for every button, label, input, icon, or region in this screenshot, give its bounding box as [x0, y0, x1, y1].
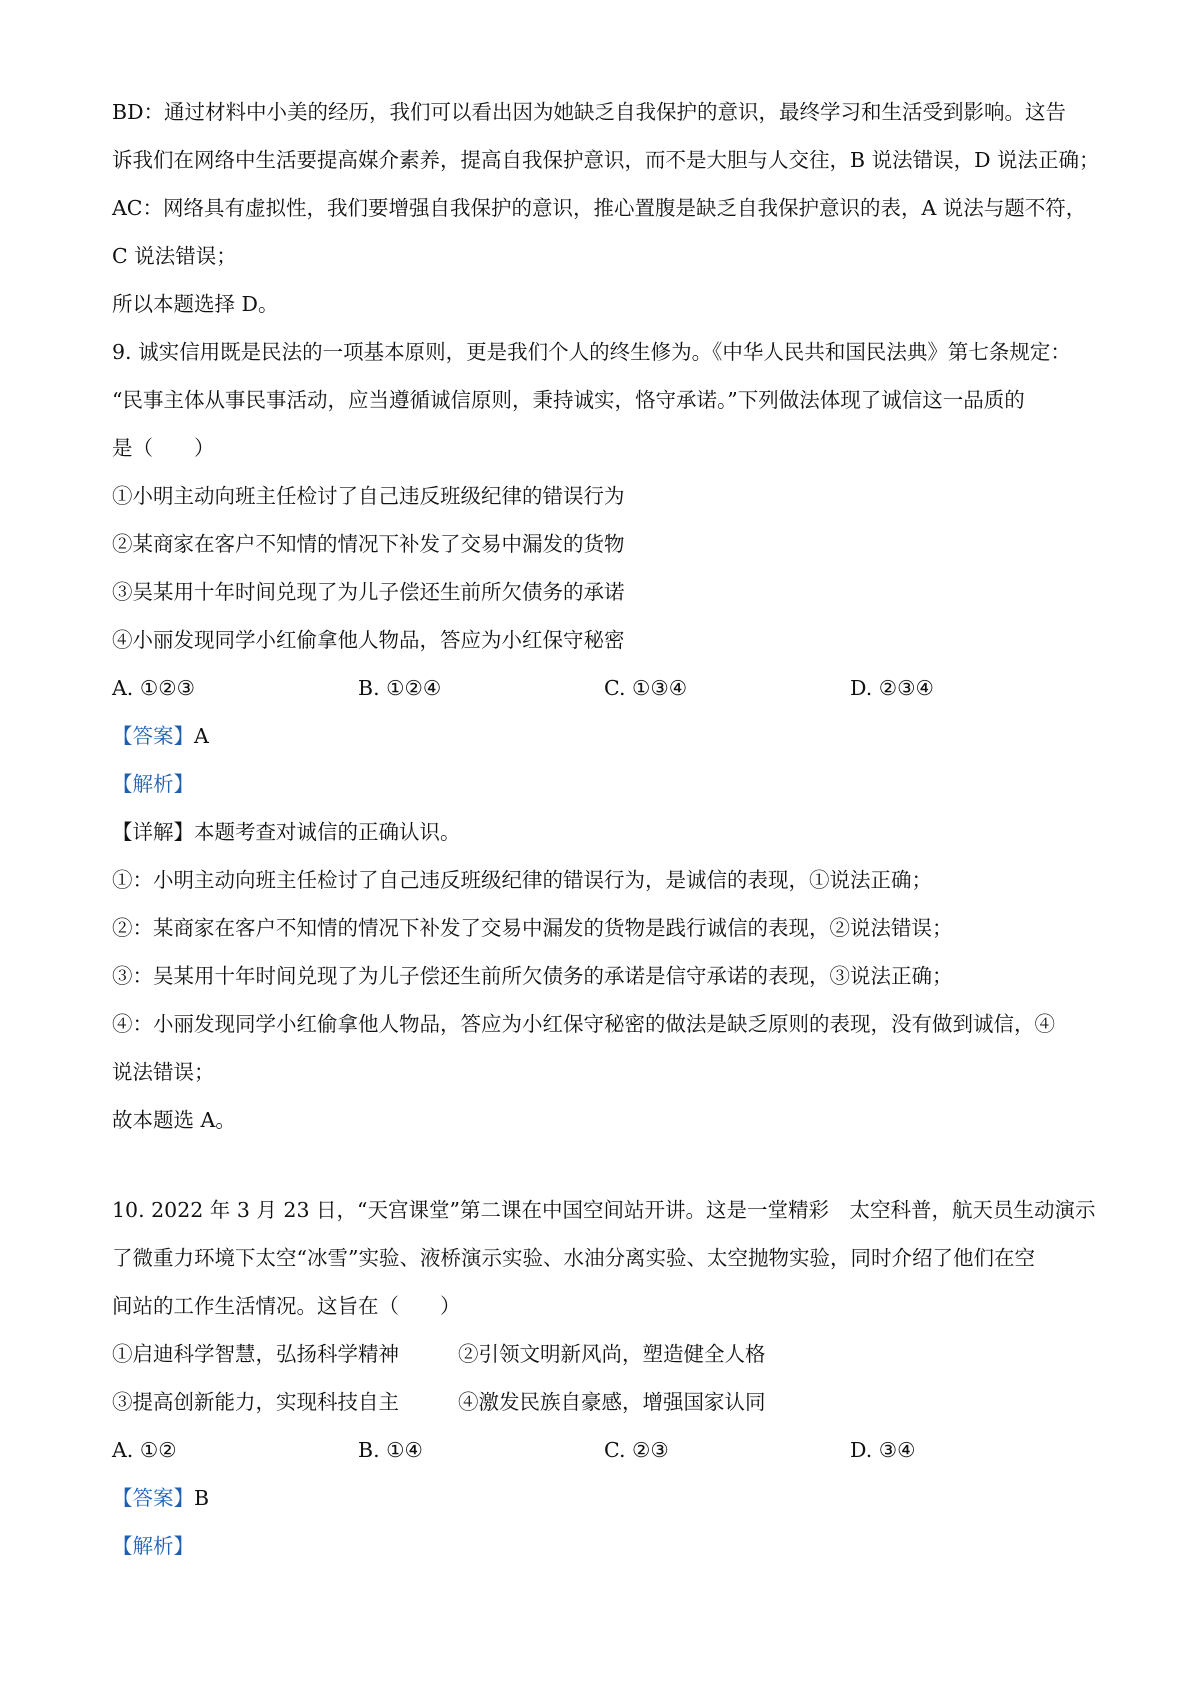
q9-detail-1: 【详解】本题考查对诚信的正确认识。	[112, 820, 461, 844]
q10-option-d: D. ③④	[850, 1438, 916, 1462]
q9-item-4: ④小丽发现同学小红偷拿他人物品，答应为小红保守秘密	[112, 628, 625, 652]
q10-item-3: ③提高创新能力，实现科技自主	[112, 1390, 399, 1414]
q10-stem-line-2: 了微重力环境下太空“冰雪”实验、液桥演示实验、水油分离实验、太空抛物实验，同时介绍了他们在空	[112, 1246, 1035, 1270]
q8-analysis-line-3: AC：网络具有虚拟性，我们要增强自我保护的意识，推心置腹是缺乏自我保护意识的表，A 说法与题不符，	[112, 196, 1087, 220]
q10-option-b: B. ①④	[358, 1438, 423, 1462]
q8-conclusion: 所以本题选择 D。	[112, 292, 279, 316]
q10-stem-line-1: 10. 2022 年 3 月 23 日，“天宫课堂”第二课在中国空间站开讲。这是一堂精彩 太空科普，航天员生动演示	[112, 1198, 1096, 1222]
q8-analysis-line-2: 诉我们在网络中生活要提高媒介素养，提高自我保护意识，而不是大胆与人交往，B 说法错误，D 说法正确；	[112, 148, 1100, 172]
q9-detail-5: ④：小丽发现同学小红偷拿他人物品，答应为小红保守秘密的做法是缺乏原则的表现，没有做到诚信，④	[112, 1012, 1055, 1036]
q9-answer-value: A	[194, 724, 209, 748]
q9-option-a: A. ①②③	[112, 676, 195, 700]
q8-analysis-line-1: BD：通过材料中小美的经历，我们可以看出因为她缺乏自我保护的意识，最终学习和生活受到影响。这告	[112, 100, 1066, 124]
q10-stem-line-3: 间站的工作生活情况。这旨在（ ）	[112, 1294, 461, 1318]
q9-answer-tag: 【答案】	[112, 724, 194, 748]
q10-answer-value: B	[194, 1486, 210, 1510]
q9-item-3: ③吴某用十年时间兑现了为儿子偿还生前所欠债务的承诺	[112, 580, 625, 604]
q9-option-b: B. ①②④	[358, 676, 442, 700]
q9-conclusion: 故本题选 A。	[112, 1108, 236, 1132]
q9-item-2: ②某商家在客户不知情的情况下补发了交易中漏发的货物	[112, 532, 625, 556]
q9-stem-line-3: 是（ ）	[112, 436, 215, 460]
q9-answer	[112, 722, 209, 750]
q9-analysis-tag: 【解析】	[112, 772, 194, 796]
q9-detail-6: 说法错误；	[112, 1060, 215, 1084]
q9-detail-3: ②：某商家在客户不知情的情况下补发了交易中漏发的货物是践行诚信的表现，②说法错误；	[112, 916, 953, 940]
q9-option-c: C. ①③④	[604, 676, 688, 700]
q10-option-a: A. ①②	[112, 1438, 177, 1462]
q9-item-1: ①小明主动向班主任检讨了自己违反班级纪律的错误行为	[112, 484, 625, 508]
q9-detail-4: ③：吴某用十年时间兑现了为儿子偿还生前所欠债务的承诺是信守承诺的表现，③说法正确；	[112, 964, 953, 988]
q10-option-c: C. ②③	[604, 1438, 669, 1462]
q9-stem-line-1: 9. 诚实信用既是民法的一项基本原则，更是我们个人的终生修为。《中华人民共和国民法典》第七条规定：	[112, 340, 1071, 364]
q10-answer-tag: 【答案】	[112, 1486, 194, 1510]
q8-analysis-line-4: C 说法错误；	[112, 244, 237, 268]
q10-item-4: ④激发民族自豪感，增强国家认同	[458, 1390, 766, 1414]
q10-item-1: ①启迪科学智慧，弘扬科学精神	[112, 1342, 399, 1366]
q10-analysis-tag: 【解析】	[112, 1534, 194, 1558]
q10-item-2: ②引领文明新风尚，塑造健全人格	[458, 1342, 766, 1366]
q9-stem-line-2: “民事主体从事民事活动，应当遵循诚信原则，秉持诚实，恪守承诺。”下列做法体现了诚信这一品质的	[112, 388, 1025, 412]
q10-answer	[112, 1484, 209, 1512]
q9-option-d: D. ②③④	[850, 676, 934, 700]
q9-detail-2: ①：小明主动向班主任检讨了自己违反班级纪律的错误行为，是诚信的表现，①说法正确；	[112, 868, 932, 892]
